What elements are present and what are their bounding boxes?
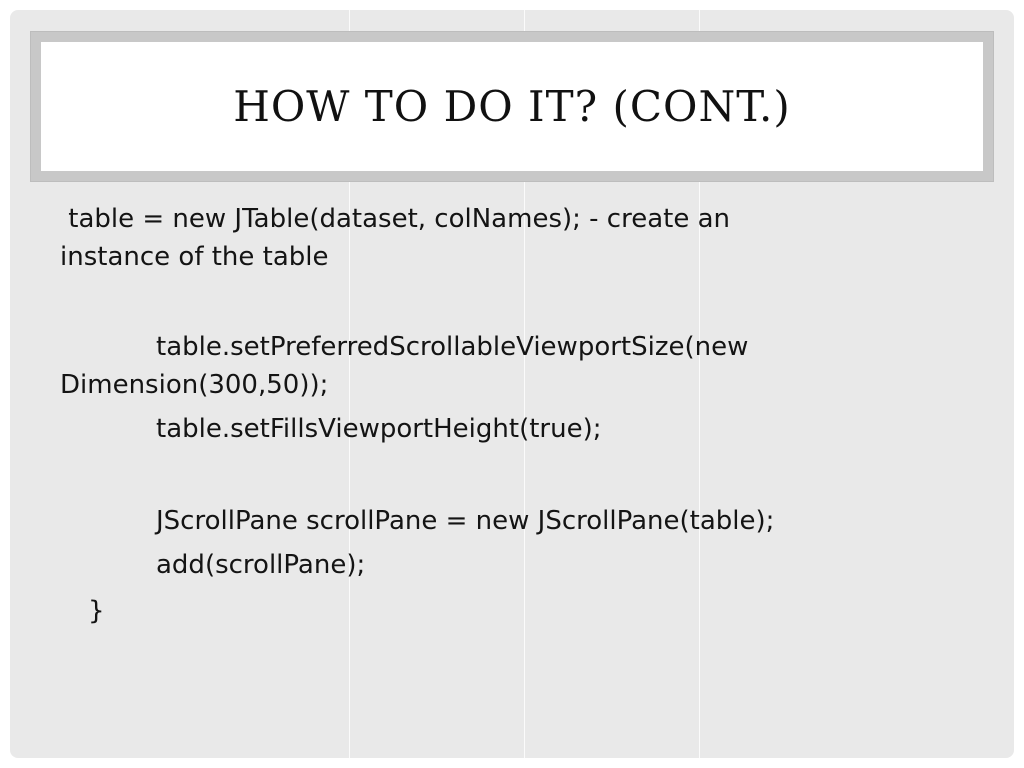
body-line: table.setFillsViewportHeight(true); bbox=[156, 414, 602, 444]
closing-brace: } bbox=[88, 596, 105, 626]
title-box bbox=[41, 42, 983, 171]
body-line: add(scrollPane); bbox=[156, 550, 366, 580]
slide-background bbox=[10, 10, 1014, 758]
body-line: Dimension(300,50)); bbox=[60, 370, 329, 400]
slide-title: HOW TO DO IT? (CONT.) bbox=[233, 82, 791, 131]
body-line: instance of the table bbox=[60, 242, 329, 272]
body-line: JScrollPane scrollPane = new JScrollPane(table); bbox=[156, 506, 775, 536]
body-line: table = new JTable(dataset, colNames); - create an bbox=[60, 204, 731, 234]
body-line: table.setPreferredScrollableViewportSize(new bbox=[156, 332, 749, 362]
title-frame bbox=[30, 31, 994, 182]
